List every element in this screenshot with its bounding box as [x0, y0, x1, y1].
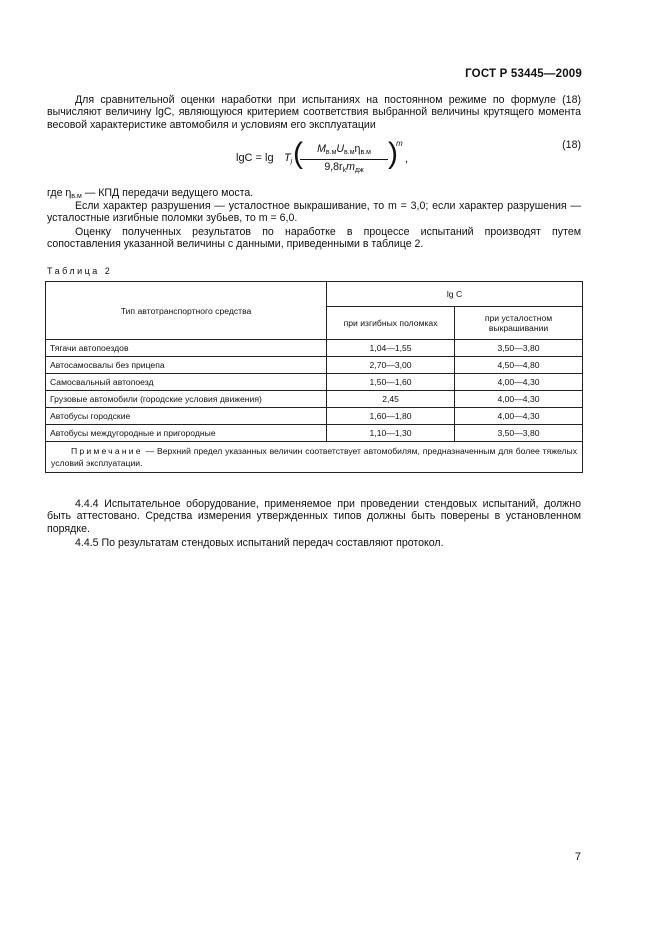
fraction-denominator: $9,8r_km_{дж}$ [324, 161, 364, 174]
paragraph-failure-mode: Если характер разрушения — усталостное выкрашивание, то m = 3,0; если характер разрушения — усталостные изгибные поломки зубьев, то m = 6,0. [47, 200, 581, 225]
cell-bending: 1,04—1,55 [327, 340, 455, 357]
cell-pitting: 3,50—3,80 [455, 425, 583, 442]
table-note-row [46, 442, 583, 473]
table-row [46, 391, 583, 408]
cell-vehicle-type: Автобусы городские [46, 408, 327, 425]
cell-vehicle-type: Автобусы междугородные и пригородные [46, 425, 327, 442]
right-paren: ) [388, 137, 398, 170]
header-fatigue-pitting: при усталостном выкрашивании [455, 307, 583, 340]
page-number: 7 [574, 851, 581, 863]
cell-vehicle-type: Тягачи автопоездов [46, 340, 327, 357]
header-bending-breakage: при изгибных поломках [327, 307, 455, 340]
cell-bending: 1,60—1,80 [327, 408, 455, 425]
paragraph-assessment: Оценку полученных результатов по наработке в процессе испытаний производят путем сопоставления указанной величины с данными, приведенными в таблице 2. [47, 226, 581, 251]
note-label: Примечание [71, 446, 143, 456]
table-note [46, 442, 583, 473]
formula-exponent: m [396, 139, 403, 148]
formula-lhs: lgC = lg [236, 152, 274, 164]
header-lgc: lg C [327, 282, 583, 307]
cell-pitting: 3,50—3,80 [455, 340, 583, 357]
cell-bending: 1,50—1,60 [327, 374, 455, 391]
paragraph-eta-definition: где $\eta_{в.м}$ — КПД передачи ведущего моста. [47, 187, 254, 200]
document-header: ГОСТ Р 53445—2009 [465, 68, 582, 80]
note-text: — Верхний предел указанных величин соответствует автомобилям, предназначенным для более тяжелых условий эксплуатации. [51, 446, 577, 468]
equation-number: (18) [562, 139, 581, 151]
table-header-row [46, 282, 583, 307]
cell-vehicle-type: Автосамосвалы без прицепа [46, 357, 327, 374]
table-row [46, 374, 583, 391]
cell-vehicle-type: Самосвальный автопоезд [46, 374, 327, 391]
table-caption: Таблица 2 [47, 266, 113, 276]
paragraph-4-4-4: 4.4.4 Испытательное оборудование, применяемое при проведении стендовых испытаний, должно быть аттестовано. Средства измерения утвержденных типов должны быть поверены в установленном порядке. [47, 498, 581, 535]
formula-comma: , [405, 153, 409, 165]
cell-bending: 1,10—1,30 [327, 425, 455, 442]
cell-pitting: 4,00—4,30 [455, 374, 583, 391]
formula-18 [232, 139, 432, 179]
left-paren: ( [293, 137, 303, 170]
header-vehicle-type: Тип автотранспортного средства [46, 282, 327, 340]
table-row [46, 340, 583, 357]
fraction-numerator: $M_{в.м}U_{в.м}\eta_{в.м}$ [317, 143, 371, 156]
table-row [46, 425, 583, 442]
formula-tj: $T_j$ [284, 152, 293, 165]
paragraph-intro: Для сравнительной оценки наработки при испытаниях на постоянном режиме по формуле (18) вычисляют величину lgC, являющуюся критерием соответствия выбранной величины крутящего момента весовой характеристике автомобиля и условиям его эксплуатации [47, 94, 581, 131]
formula-fraction [300, 143, 388, 174]
cell-bending: 2,70—3,00 [327, 357, 455, 374]
paragraph-4-4-5: 4.4.5 По результатам стендовых испытаний передач составляют протокол. [75, 537, 444, 549]
cell-pitting: 4,00—4,30 [455, 391, 583, 408]
cell-pitting: 4,50—4,80 [455, 357, 583, 374]
table-2 [45, 281, 583, 473]
table-row [46, 357, 583, 374]
fraction-bar [300, 159, 388, 160]
cell-pitting: 4,00—4,30 [455, 408, 583, 425]
table-row [46, 408, 583, 425]
cell-vehicle-type: Грузовые автомобили (городские условия движения) [46, 391, 327, 408]
cell-bending: 2,45 [327, 391, 455, 408]
